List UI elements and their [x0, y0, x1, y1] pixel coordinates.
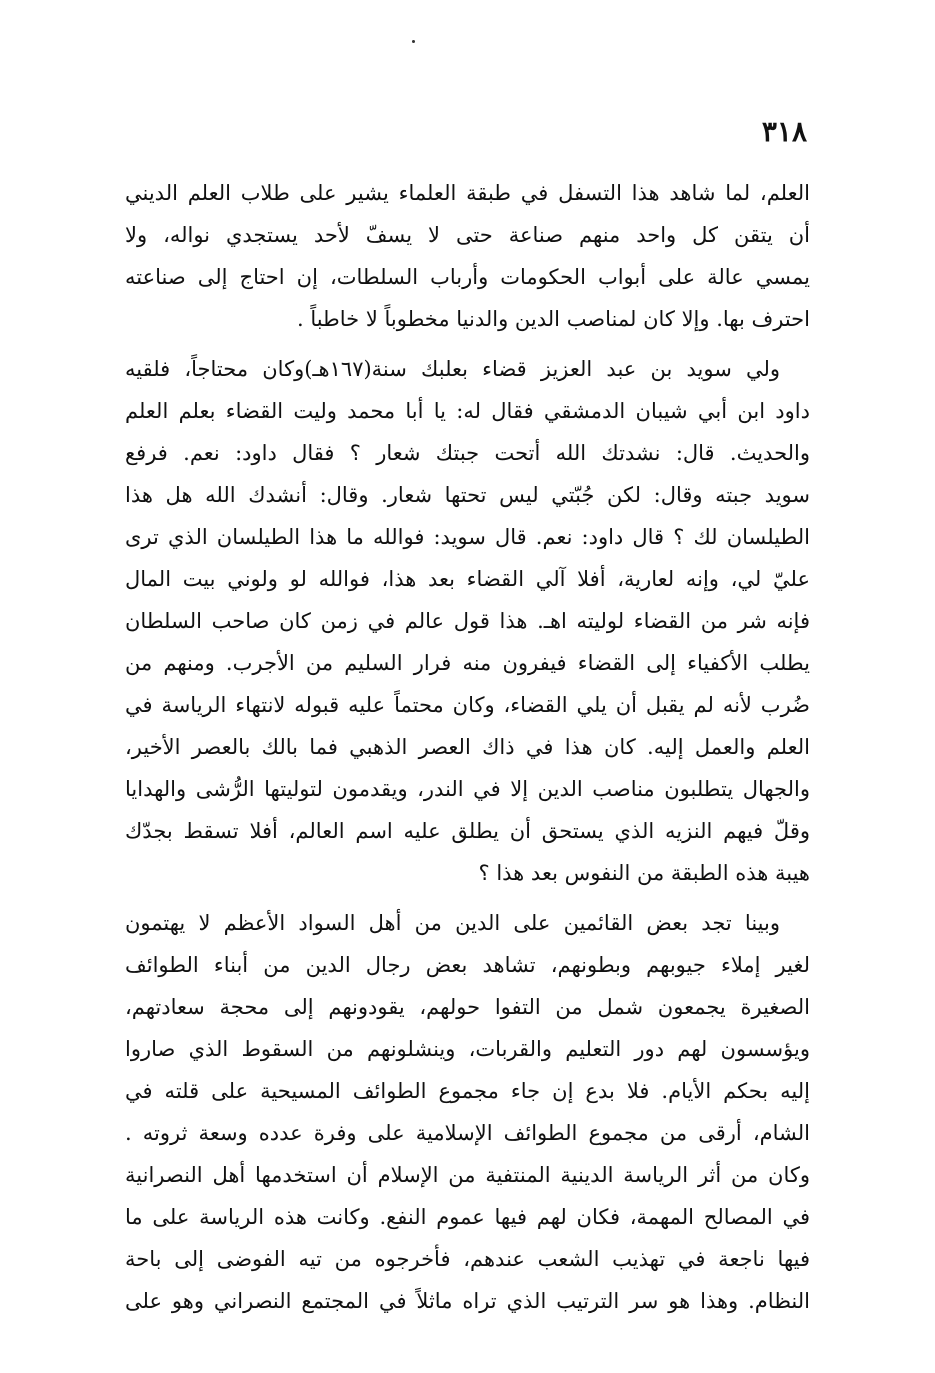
text-line: وكان من أثر الرياسة الدينية المنتفية من الإسلام أن استخدمها أهل النصرانية: [125, 1163, 810, 1187]
text-line: ويؤسسون لهم دور التعليم والقربات، وينشلونهم من السقوط الذي صاروا: [125, 1037, 810, 1061]
text-line: لغير إملاء جيوبهم وبطونهم، تشاهد بعض رجال الدين من أبناء الطوائف: [125, 953, 810, 977]
text-line: ولي سويد بن عبد العزيز قضاء بعلبك سنة(١٦٧هـ)وكان محتاجاً، فلقيه: [125, 357, 781, 381]
text-line: وبينا تجد بعض القائمين على الدين من أهل السواد الأعظم لا يهتمون: [125, 911, 780, 935]
text-line: فإنه شر من القضاء لوليته اهـ. هذا قول عالم في زمن كان صاحب السلطان: [125, 609, 810, 633]
text-line: وقلّ فيهم النزيه الذي يستحق أن يطلق عليه اسم العالم، أفلا تسقط بجدّك: [125, 819, 810, 843]
body-text: [125, 172, 810, 1322]
text-line: إليه بحكم الأيام. فلا بدع إن جاء مجموع الطوائف المسيحية على قلته في: [125, 1079, 810, 1103]
paragraph-gap: [125, 340, 810, 348]
text-line: النظام. وهذا هو سر الترتيب الذي تراه ماثلاً في المجتمع النصراني وهو على: [125, 1289, 810, 1313]
text-line: سويد جبته وقال: لكن جُبّتي ليس تحتها شعار. وقال: أنشدك الله هل هذا: [125, 483, 810, 507]
paragraph: [125, 902, 810, 1322]
text-line: احترف بها. وإلا كان لمناصب الدين والدنيا مخطوباً لا خاطباً .: [296, 307, 810, 331]
text-line: ضُرب لأنه لم يقبل أن يلي القضاء، وكان محتماً عليه قبوله لانتهاء الرياسة في: [125, 693, 810, 717]
text-line: العلم والعمل إليه. كان هذا في ذاك العصر الذهبي فما بالك بالعصر الأخير،: [125, 735, 810, 759]
text-line: هيبة هذه الطبقة من النفوس بعد هذا ؟: [478, 861, 810, 885]
text-line: والحديث. قال: نشدتك الله أتحت جبتك شعار ؟ فقال داود: نعم. فرفع: [125, 441, 810, 465]
paragraph: [125, 348, 810, 894]
text-line: الطيلسان لك ؟ قال داود: نعم. قال سويد: فوالله ما هذا الطيلسان الذي ترى: [125, 525, 810, 549]
text-line: في المصالح المهمة، فكان لهم فيها عموم النفع. وكانت هذه الرياسة على ما: [125, 1205, 810, 1229]
text-line: يطلب الأكفياء إلى القضاء فيفرون منه فرار السليم من الأجرب. ومنهم من: [125, 651, 810, 675]
text-line: الشام، أرقى من مجموع الطوائف الإسلامية على وفرة عدده وسعة ثروته .: [125, 1121, 810, 1145]
scan-speck: [412, 40, 415, 43]
text-line: فيها ناجعة في تهذيب الشعب عندهم، فأخرجوه من تيه الفوضى إلى باحة: [125, 1247, 810, 1271]
paragraph: [125, 172, 810, 340]
text-line: الصغيرة يجمعون شمل من التفوا حولهم، يقودونهم إلى محجة سعادتهم،: [125, 995, 810, 1019]
text-line: عليّ لي، وإنه لعارية، أفلا آلي القضاء بعد هذا، فوالله لو ولوني بيت المال: [125, 567, 810, 591]
text-line: أن يتقن كل واحد منهم صناعة حتى لا يسفّ لأحد يستجدي نواله، ولا: [125, 223, 810, 247]
paragraph-gap: [125, 894, 810, 902]
text-line: العلم، لما شاهد هذا التسفل في طبقة العلماء يشير على طلاب العلم الديني: [125, 181, 810, 205]
page-number: ٣١٨: [761, 115, 807, 148]
text-line: داود ابن أبي شيبان الدمشقي فقال له: يا أبا محمد وليت القضاء بعلم العلم: [125, 399, 810, 423]
text-line: يمسي عالة على أبواب الحكومات وأرباب السلطات، إن احتاج إلى صناعته: [125, 265, 810, 289]
text-line: والجهال يتطلبون مناصب الدين إلا في الندر، ويقدمون لتوليتها الرُّشى والهدايا: [125, 777, 810, 801]
